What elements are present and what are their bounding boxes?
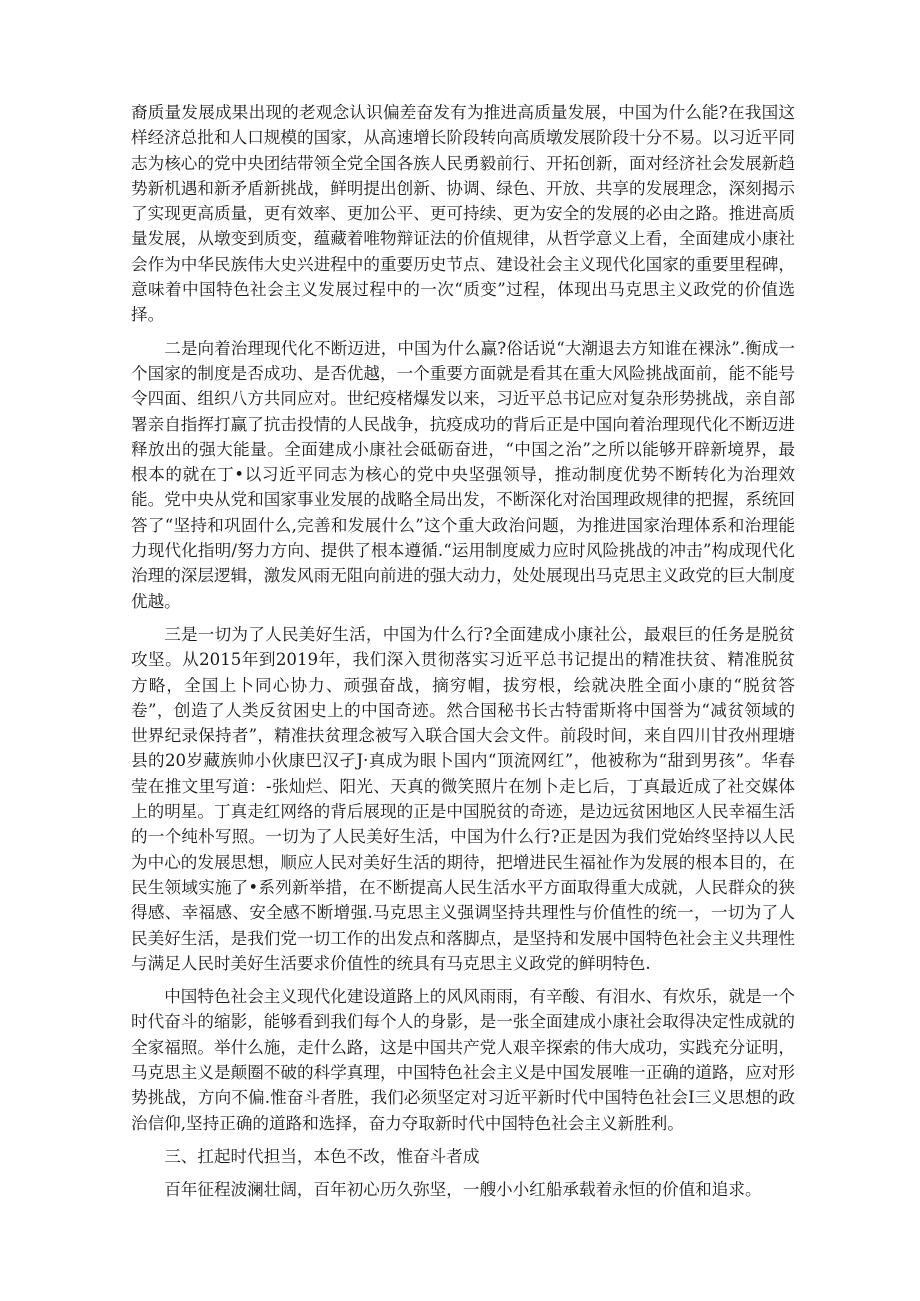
section-heading-three: 三、扛起时代担当，本色不改，惟奋斗者成 xyxy=(164,1146,480,1166)
paragraph-socialism-road: 中国特色社会主义现代化建设道路上的风风雨雨，有辛酸、有泪水、有炊乐，就是一个时代奋斗的缩影，能够看到我们每个人的身影，是一张全面建成小康社会取得决定性成就的全家福照。举什么施，走什么路，这是中国共产党人艰辛探索的伟大成功，实践充分证明，马克思主义是颠圈不破的科学真理，中国特色社会主义是中国发展唯一正确的道路，应对形势挑战，方向不偏.惟奋斗者胜，我们必须坚定对习近平新时代中国特色社会I三义思想的政治信仰,坚持正确的道路和选择，奋力夺取新时代中国特色社会主义新胜利。 xyxy=(131,987,795,1133)
document-body xyxy=(131,100,795,1210)
paragraph-people-better-life: 三是一切为了人民美好生活，中国为什么行?全面建成小康社公，最艰巨的任务是脱贫攻坚。从2015年到2019年，我们深入贯彻落实习近平总书记提出的精准扶贫、精准脱贫方略，全国上卜同心协力、顽强奋战，摘穷帽，拔穷根，绘就决胜全面小康的“脱贫答卷”，创造了人类反贫困史上的中国奇迹。然合国秘书长古特雷斯将中国誉为“减贫领域的世界纪录保持者”，精准扶贫理念被写入联合国大会文件。前段时间，来自四川甘孜州理塘县的20岁藏族帅小伙康巴汉孑J·真成为眼卜国内“顶流网红”，他被称为“甜到男孩”。华春莹在推文里写道：-张灿烂、阳光、天真的微笑照片在刎卜走匕后，丁真最近成了社交媒体上的明星。丁真走红网络的背后展现的正是中国脱贫的奇迹，是边远贫困地区人民幸福生活的一个纯朴写照。一切为了人民美好生活，中国为什么行?正是因为我们党始终坚持以人民为中心的发展思想，顺应人民对美好生活的期待，把增进民生福祉作为发展的根本目的，在民生领域实施了•系列新举措，在不断提高人民生活水平方面取得重大成就，人民群众的狭得感、幸福感、安全感不断增强.马克思主义强调坚持共理性与价值性的统一，一切为了人民美好生活，是我们党一切工作的出发点和落脚点，是坚持和发展中国特色社会主义共理性与满足人民时美好生活要求价值性的统具有马克思主义政党的鲜明特色. xyxy=(131,624,795,973)
paragraph-high-quality-development: 裔质量发展成果出现的老观念认识偏差奋发有为推进高质量发展，中国为什么能?在我国这样经济总批和人口规模的国家，从高速增长阶段转向高质墩发展阶段十分不易。以习近平同志为核心的党中央团结带领全党全国各族人民勇毅前行、开拓创新，面对经济社会发展新趋势新机遇和新矛盾新挑战，鲜明提出创新、协调、绿色、开放、共享的发展理念，深刻揭示了实现更高质量，更有效率、更加公平、更可持续、更为安全的发展的必由之路。推进高质量发展，从墩变到质变，蕴藏着唯物辩证法的价值规律，从哲学意义上看，全面建成小康社会作为中华民族伟大史兴进程中的重要历史节点、建设社会主义现代化国家的重要里程碑，意味着中国特色社会主义发展过程中的一次“质变”过程，体现出马克思主义政党的价值选择。 xyxy=(131,103,795,325)
paragraph-red-boat: 百年征程波澜壮阔，百年初心历久弥坚，一艘小小红船承载着永恒的价值和追求。 xyxy=(164,1180,762,1200)
paragraph-governance-modernization: 二是向着治理现代化不断迈进，中国为什么赢?俗话说“大潮退去方知谁在裸泳”.衡成一个国家的制度是否成功、是否优越，一个重要方面就是看其在重大风险挑战面前，能不能号令四面、组织八方共同应对。世纪疫楮爆发以来，习近平总书记应对复杂形势挑战，亲自部署亲自指挥打赢了抗击投情的人民战争，抗疫成功的背后正是中国向着治理现代化不断迈进释放出的强大能量。全面建成小康社会砥砺奋进，“中国之治”之所以能够开辟新境界，最根本的就在丁•以习近平同志为核心的党中央坚强领导，推动制度优势不断转化为治理效能。党中央从党和国家事业发展的战略全局出发，不断深化对治国理政规律的把握，系统回答了“坚持和巩固什么,完善和发展什么”这个重大政治问题，为推进国家治理体系和治理能力现代化指明/努力方向、提供了根本遵循.“运用制度威力应时风险挑战的冲击”构成现代化治理的深层逻辑，激发风雨无阻向前进的强大动力，处处展现出马克思主义政党的巨大制度优越。 xyxy=(131,338,795,611)
